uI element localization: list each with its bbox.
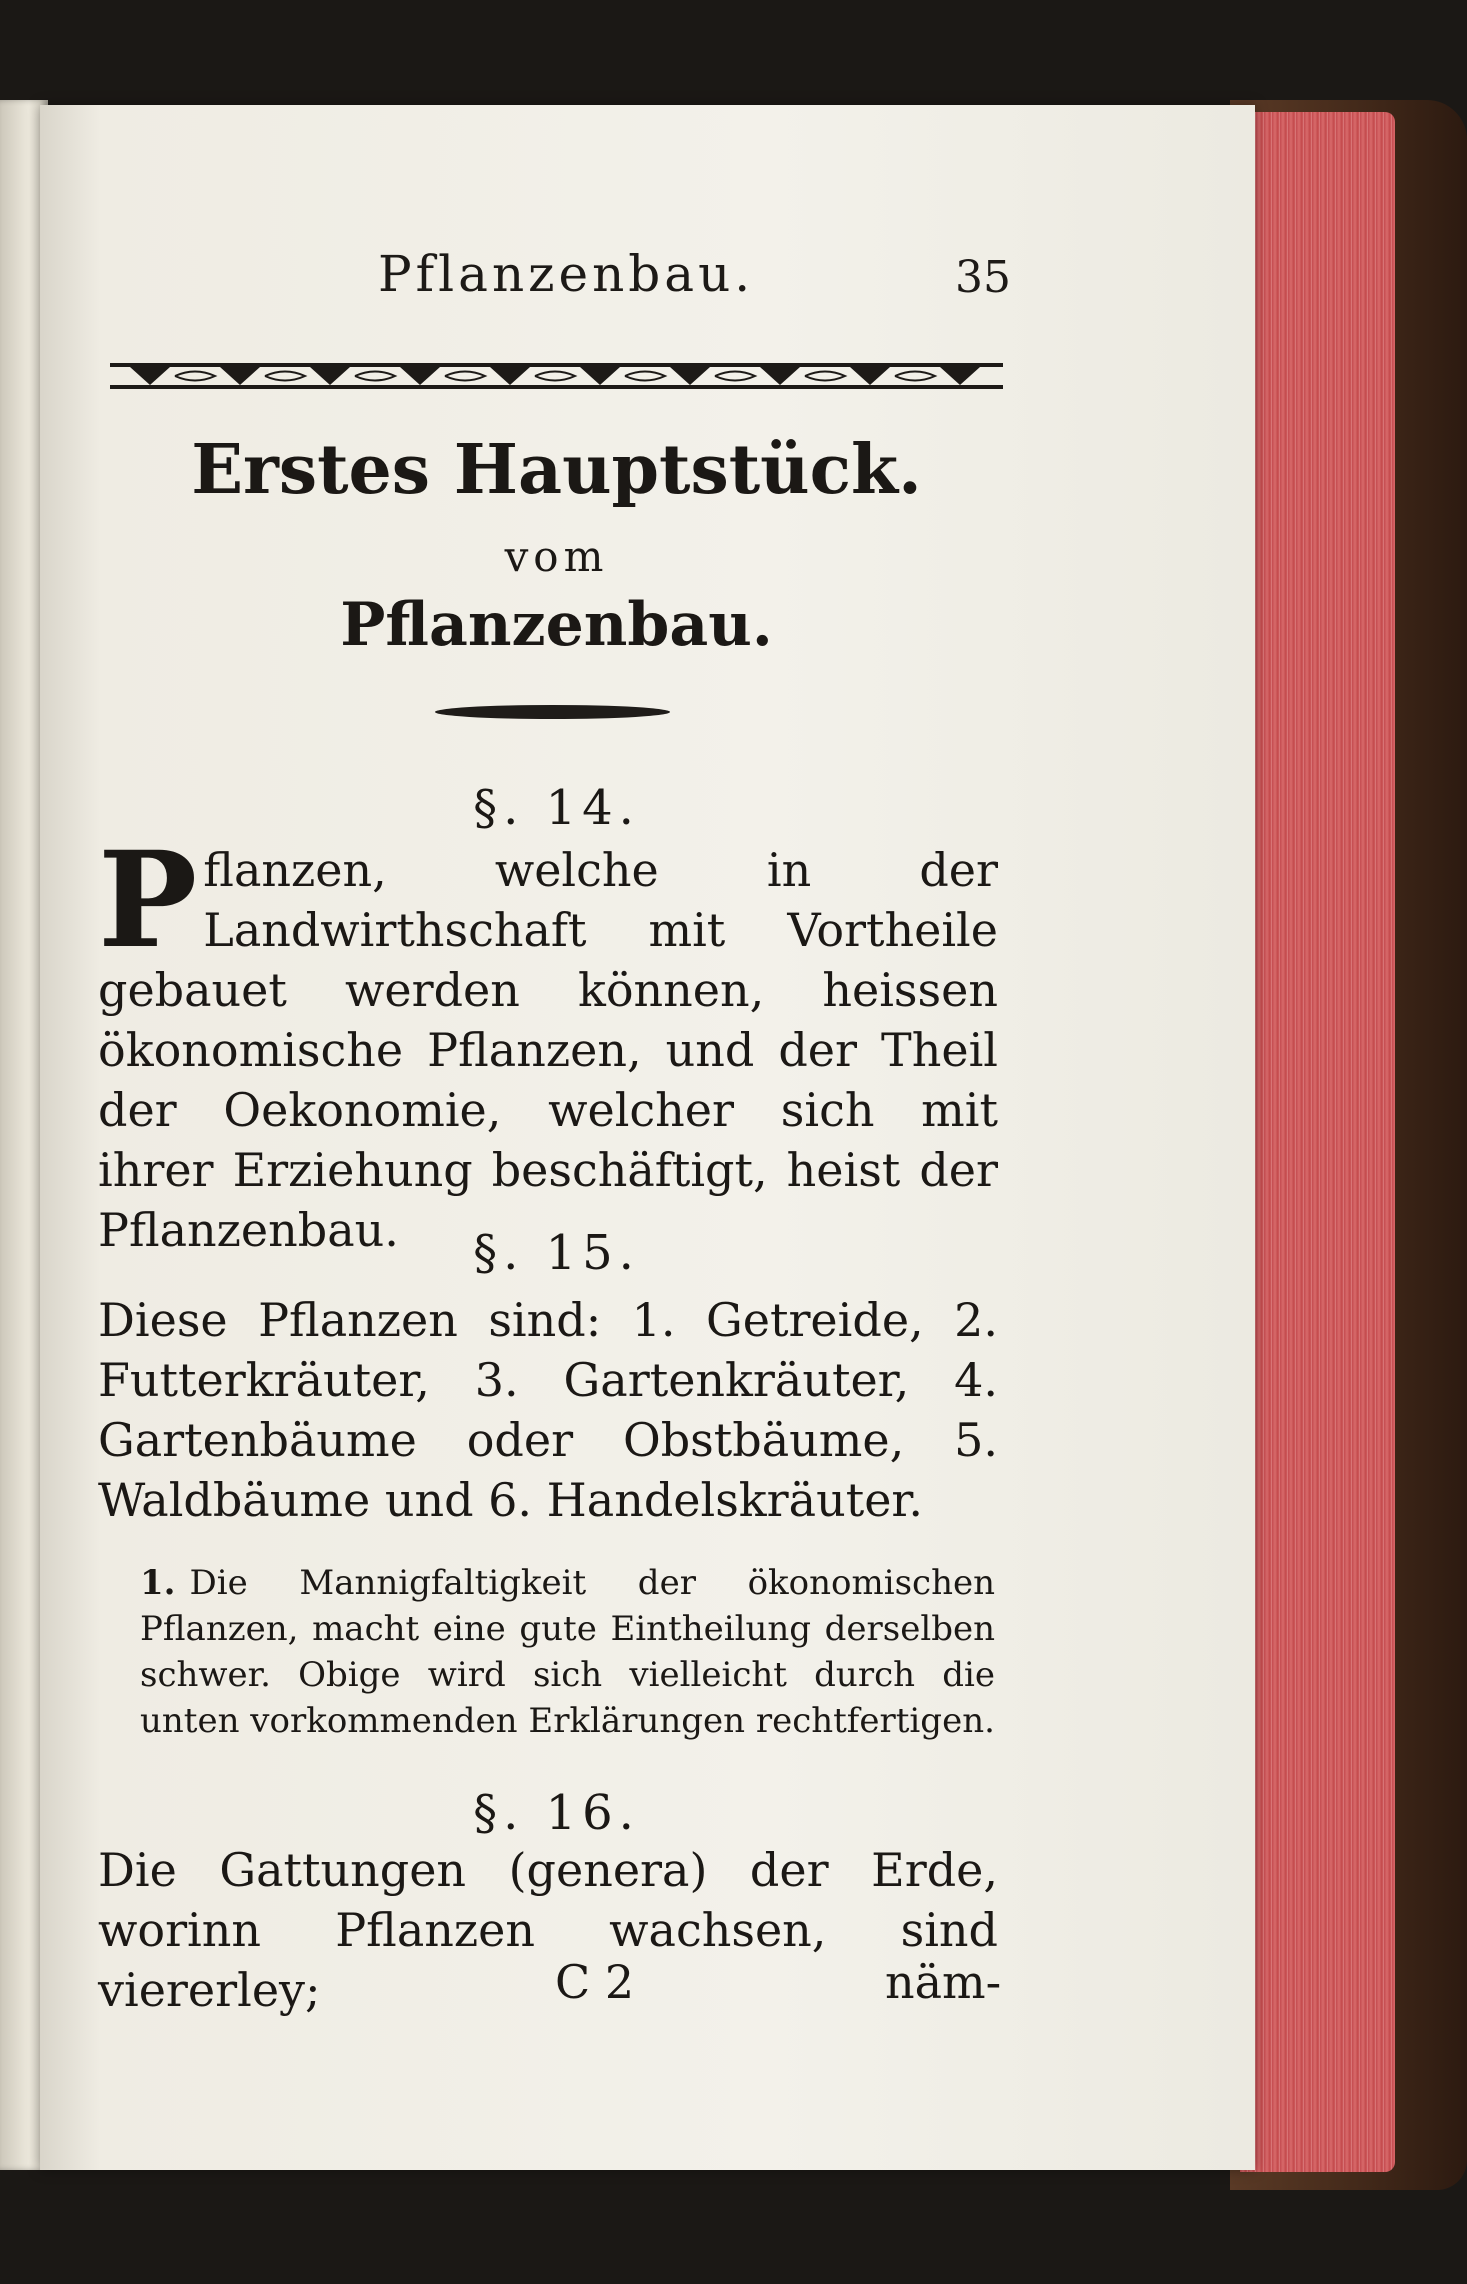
footnote-marker: 1. xyxy=(140,1563,176,1603)
section-heading-14: §. 14. xyxy=(473,780,640,836)
red-page-edges xyxy=(1240,112,1395,2172)
divider-rule xyxy=(435,705,670,719)
section-14-text xyxy=(98,823,998,1260)
chapter-name: Pflanzenbau. xyxy=(340,590,773,660)
ornament-border xyxy=(110,355,1003,397)
section-14-body: flanzen, welche in der Landwirthschaft mit Vortheile gebauet werden können, heissen ökonomische Pflanzen, und der Theil der Oekonomie, welcher sich mit ihrer Erziehung beschäftigt, heist der Pflanzenbau. xyxy=(98,843,998,1257)
chapter-title: Erstes Hauptstück. xyxy=(191,430,922,510)
section-heading-15: §. 15. xyxy=(473,1225,640,1281)
signature-mark: C 2 xyxy=(555,1955,635,2009)
page-number: 35 xyxy=(955,252,1011,303)
catchword: näm- xyxy=(885,1955,1002,2009)
section-15-text: Diese Pflanzen sind: 1. Getreide, 2. Futterkräuter, 3. Gartenkräuter, 4. Gartenbäume oder Obstbäume, 5. Waldbäume und 6. Handelskräuter. xyxy=(98,1293,998,1527)
running-head: Pflanzenbau. xyxy=(378,245,755,303)
footnote-text: Die Mannigfaltigkeit der ökonomischen Pflanzen, macht eine gute Eintheilung derselben schwer. Obige wird sich vielleicht durch die unten vorkommenden Erklärungen rechtfertigen. xyxy=(140,1563,995,1741)
section-16-text: Die Gattungen (genera) der Erde, worinn Pflanzen wachsen, sind viererley; xyxy=(98,1843,998,2017)
drop-cap: P xyxy=(98,823,198,978)
chapter-subtitle: vom xyxy=(504,532,609,581)
section-heading-16: §. 16. xyxy=(473,1785,640,1841)
footnote xyxy=(140,1560,995,1744)
